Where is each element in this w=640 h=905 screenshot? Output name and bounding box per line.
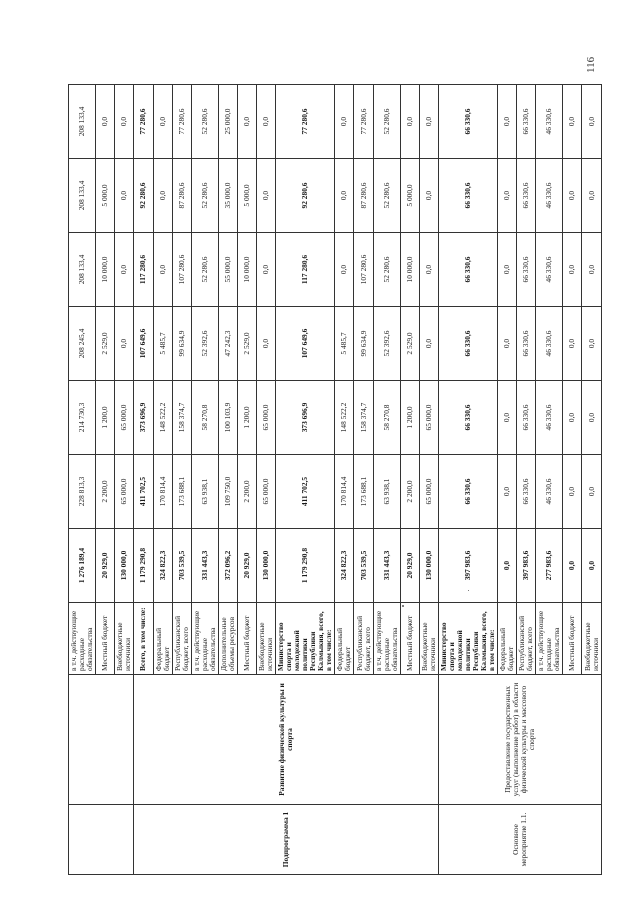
value-cell: 0,0 [95, 85, 114, 159]
page-number: 116 [585, 56, 597, 73]
value-cell: 66 330,6 [439, 455, 498, 529]
value-cell: 5 485,7 [335, 307, 354, 381]
row-label: Республиканский бюджет, всего [172, 603, 191, 675]
value-cell: 10 000,0 [95, 233, 114, 307]
row-label: Внебюджетные источники [419, 603, 438, 675]
value-cell: 0,0 [582, 233, 601, 307]
value-cell: 107 649,6 [276, 307, 335, 381]
scan-speck [402, 605, 404, 607]
row-label: Министерство спорта и молодежной политики Республики Калмыкия, всего, в том числе: [439, 603, 498, 675]
value-cell: 46 330,6 [536, 381, 563, 455]
value-cell: 92 280,6 [134, 159, 153, 233]
row-label: Федеральный бюджет [497, 603, 516, 675]
value-cell: 0,0 [335, 233, 354, 307]
value-cell: 65 000,0 [419, 381, 438, 455]
value-cell: 411 702,5 [134, 455, 153, 529]
value-cell: 87 280,6 [172, 159, 191, 233]
value-cell: 411 702,5 [276, 455, 335, 529]
value-cell: 46 330,6 [536, 455, 563, 529]
row-label: Внебюджетные источники [582, 603, 601, 675]
value-cell: 0,0 [563, 529, 582, 603]
value-cell: 52 280,6 [191, 159, 218, 233]
value-cell: 703 539,5 [172, 529, 191, 603]
value-cell: 65 000,0 [419, 455, 438, 529]
empty-cell [69, 805, 134, 875]
value-cell: 65 000,0 [257, 455, 276, 529]
value-cell: 208 133,4 [69, 85, 96, 159]
row-label: Местный бюджет [563, 603, 582, 675]
row-label: Местный бюджет [400, 603, 419, 675]
table-row [439, 85, 498, 875]
value-cell: 107 280,6 [172, 233, 191, 307]
row-label: в т.ч. действующие расходные обязательства [536, 603, 563, 675]
value-cell: 66 330,6 [439, 307, 498, 381]
value-cell: 0,0 [115, 85, 134, 159]
value-cell: 109 750,0 [218, 455, 237, 529]
value-cell: 66 330,6 [517, 85, 536, 159]
value-cell: 0,0 [419, 159, 438, 233]
value-cell: 277 983,6 [536, 529, 563, 603]
value-cell: 0,0 [115, 159, 134, 233]
value-cell: 0,0 [419, 233, 438, 307]
value-cell: 46 330,6 [536, 307, 563, 381]
value-cell: 2 200,0 [95, 455, 114, 529]
value-cell: 0,0 [419, 307, 438, 381]
value-cell: 0,0 [563, 85, 582, 159]
value-cell: 5 000,0 [238, 159, 257, 233]
value-cell: 20 929,0 [238, 529, 257, 603]
value-cell: 52 280,6 [191, 85, 218, 159]
value-cell: 35 000,0 [218, 159, 237, 233]
value-cell: 0,0 [497, 233, 516, 307]
subprogram-title: Развитие физической культуры и спорта [134, 675, 439, 805]
value-cell: 66 330,6 [517, 307, 536, 381]
value-cell: 5 000,0 [95, 159, 114, 233]
value-cell: 324 822,3 [335, 529, 354, 603]
value-cell: 228 813,3 [69, 455, 96, 529]
value-cell: 20 929,0 [95, 529, 114, 603]
value-cell: 47 242,3 [218, 307, 237, 381]
value-cell: 373 696,9 [134, 381, 153, 455]
subprogram-label: Подпрограмма 1 [134, 805, 439, 875]
value-cell: 0,0 [153, 233, 172, 307]
value-cell: 65 000,0 [257, 381, 276, 455]
value-cell: 148 522,2 [335, 381, 354, 455]
value-cell: 130 000,0 [257, 529, 276, 603]
value-cell: 117 280,6 [276, 233, 335, 307]
row-label: Республиканский бюджет, всего [517, 603, 536, 675]
value-cell: 107 280,6 [354, 233, 373, 307]
value-cell: 148 522,2 [153, 381, 172, 455]
value-cell: 0,0 [497, 381, 516, 455]
value-cell: 0,0 [257, 307, 276, 381]
value-cell: 214 730,3 [69, 381, 96, 455]
row-label: Министерство спорта и молодежной политики Республики Калмыкия, всего, в том числе: [276, 603, 335, 675]
value-cell: 100 103,9 [218, 381, 237, 455]
value-cell: 208 133,4 [69, 233, 96, 307]
value-cell: 0,0 [497, 529, 516, 603]
value-cell: 1 200,0 [238, 381, 257, 455]
value-cell: 52 392,6 [191, 307, 218, 381]
value-cell: 66 330,6 [439, 233, 498, 307]
value-cell: 1 200,0 [400, 381, 419, 455]
value-cell: 10 000,0 [238, 233, 257, 307]
value-cell: 77 280,6 [354, 85, 373, 159]
value-cell: 397 983,6 [517, 529, 536, 603]
value-cell: 130 000,0 [115, 529, 134, 603]
value-cell: 52 280,6 [373, 85, 400, 159]
value-cell: 52 280,6 [373, 233, 400, 307]
value-cell: 703 539,5 [354, 529, 373, 603]
value-cell: 58 270,8 [191, 381, 218, 455]
row-label: Местный бюджет [238, 603, 257, 675]
value-cell: 65 000,0 [115, 381, 134, 455]
value-cell: 66 330,6 [517, 159, 536, 233]
value-cell: 1 276 189,4 [69, 529, 96, 603]
value-cell: 0,0 [582, 159, 601, 233]
row-label: Внебюджетные источники [257, 603, 276, 675]
value-cell: 0,0 [563, 159, 582, 233]
value-cell: 2 529,0 [95, 307, 114, 381]
value-cell: 0,0 [497, 455, 516, 529]
value-cell: 63 938,1 [191, 455, 218, 529]
value-cell: 0,0 [563, 381, 582, 455]
value-cell: 63 938,1 [373, 455, 400, 529]
value-cell: 99 634,9 [354, 307, 373, 381]
value-cell: 1 179 290,8 [134, 529, 153, 603]
value-cell: 77 280,6 [134, 85, 153, 159]
value-cell: 20 929,0 [400, 529, 419, 603]
value-cell: 0,0 [115, 307, 134, 381]
value-cell: 0,0 [563, 307, 582, 381]
value-cell: 66 330,6 [439, 159, 498, 233]
value-cell: 0,0 [153, 85, 172, 159]
value-cell: 46 330,6 [536, 85, 563, 159]
value-cell: 1 179 290,8 [276, 529, 335, 603]
measure-label: Основное мероприятие 1.1. [439, 805, 602, 875]
value-cell: 0,0 [582, 307, 601, 381]
value-cell: 5 000,0 [400, 159, 419, 233]
value-cell: 52 280,6 [191, 233, 218, 307]
value-cell: 66 330,6 [439, 85, 498, 159]
value-cell: 173 688,1 [172, 455, 191, 529]
row-label: Федеральный бюджет [335, 603, 354, 675]
row-label: в т.ч. действующие расходные обязательства [191, 603, 218, 675]
value-cell: 0,0 [582, 455, 601, 529]
value-cell: 0,0 [497, 159, 516, 233]
value-cell: 0,0 [335, 85, 354, 159]
value-cell: 0,0 [497, 85, 516, 159]
value-cell: 208 245,4 [69, 307, 96, 381]
value-cell: 0,0 [497, 307, 516, 381]
value-cell: 107 649,6 [134, 307, 153, 381]
value-cell: 66 330,6 [517, 381, 536, 455]
value-cell: 0,0 [563, 455, 582, 529]
row-label: Всего, в том числе: [134, 603, 153, 675]
value-cell: 331 443,3 [373, 529, 400, 603]
value-cell: 372 096,2 [218, 529, 237, 603]
value-cell: 66 330,6 [517, 455, 536, 529]
value-cell: 87 280,6 [354, 159, 373, 233]
row-label: Внебюджетные источники [115, 603, 134, 675]
value-cell: 130 000,0 [419, 529, 438, 603]
value-cell: 373 696,9 [276, 381, 335, 455]
value-cell: 52 280,6 [373, 159, 400, 233]
value-cell: 0,0 [257, 85, 276, 159]
value-cell: 117 280,6 [134, 233, 153, 307]
value-cell: 66 330,6 [517, 233, 536, 307]
measure-title: Предоставление государственных услуг (выполнение работ) в области физической культуры и массового спорта [439, 675, 602, 805]
row-label: Дополнительные объемы ресурсов [218, 603, 237, 675]
value-cell: 0,0 [238, 85, 257, 159]
value-cell: 0,0 [563, 233, 582, 307]
row-label: Федеральный бюджет [153, 603, 172, 675]
row-label: Республиканский бюджет, всего [354, 603, 373, 675]
budget-table [68, 84, 602, 875]
value-cell: 0,0 [582, 85, 601, 159]
value-cell: 2 200,0 [238, 455, 257, 529]
value-cell: 324 822,3 [153, 529, 172, 603]
value-cell: 0,0 [335, 159, 354, 233]
value-cell: 5 485,7 [153, 307, 172, 381]
value-cell: 0,0 [400, 85, 419, 159]
value-cell: 0,0 [115, 233, 134, 307]
table-row [69, 85, 96, 875]
value-cell: 2 529,0 [400, 307, 419, 381]
row-label: Местный бюджет [95, 603, 114, 675]
row-label: в т.ч. действующие расходные обязательства [373, 603, 400, 675]
value-cell: 173 688,1 [354, 455, 373, 529]
value-cell: 158 374,7 [172, 381, 191, 455]
value-cell: 0,0 [257, 233, 276, 307]
value-cell: 397 983,6 [439, 529, 498, 603]
empty-cell [69, 675, 134, 805]
value-cell: 46 330,6 [536, 159, 563, 233]
value-cell: 170 814,4 [335, 455, 354, 529]
value-cell: 331 443,3 [191, 529, 218, 603]
value-cell: 92 280,6 [276, 159, 335, 233]
value-cell: 2 200,0 [400, 455, 419, 529]
value-cell: 0,0 [257, 159, 276, 233]
value-cell: 170 814,4 [153, 455, 172, 529]
table-row [134, 85, 153, 875]
row-label: в т.ч. действующие расходные обязательства [69, 603, 96, 675]
value-cell: 77 280,6 [276, 85, 335, 159]
value-cell: 52 392,6 [373, 307, 400, 381]
value-cell: 0,0 [153, 159, 172, 233]
scan-speck [468, 590, 469, 591]
value-cell: 0,0 [582, 381, 601, 455]
value-cell: 58 270,8 [373, 381, 400, 455]
value-cell: 65 000,0 [115, 455, 134, 529]
value-cell: 66 330,6 [439, 381, 498, 455]
value-cell: 0,0 [419, 85, 438, 159]
value-cell: 158 374,7 [354, 381, 373, 455]
value-cell: 1 200,0 [95, 381, 114, 455]
value-cell: 25 000,0 [218, 85, 237, 159]
value-cell: 2 529,0 [238, 307, 257, 381]
value-cell: 77 280,6 [172, 85, 191, 159]
value-cell: 0,0 [582, 529, 601, 603]
value-cell: 46 330,6 [536, 233, 563, 307]
value-cell: 208 133,4 [69, 159, 96, 233]
value-cell: 55 000,0 [218, 233, 237, 307]
value-cell: 10 000,0 [400, 233, 419, 307]
value-cell: 99 634,9 [172, 307, 191, 381]
